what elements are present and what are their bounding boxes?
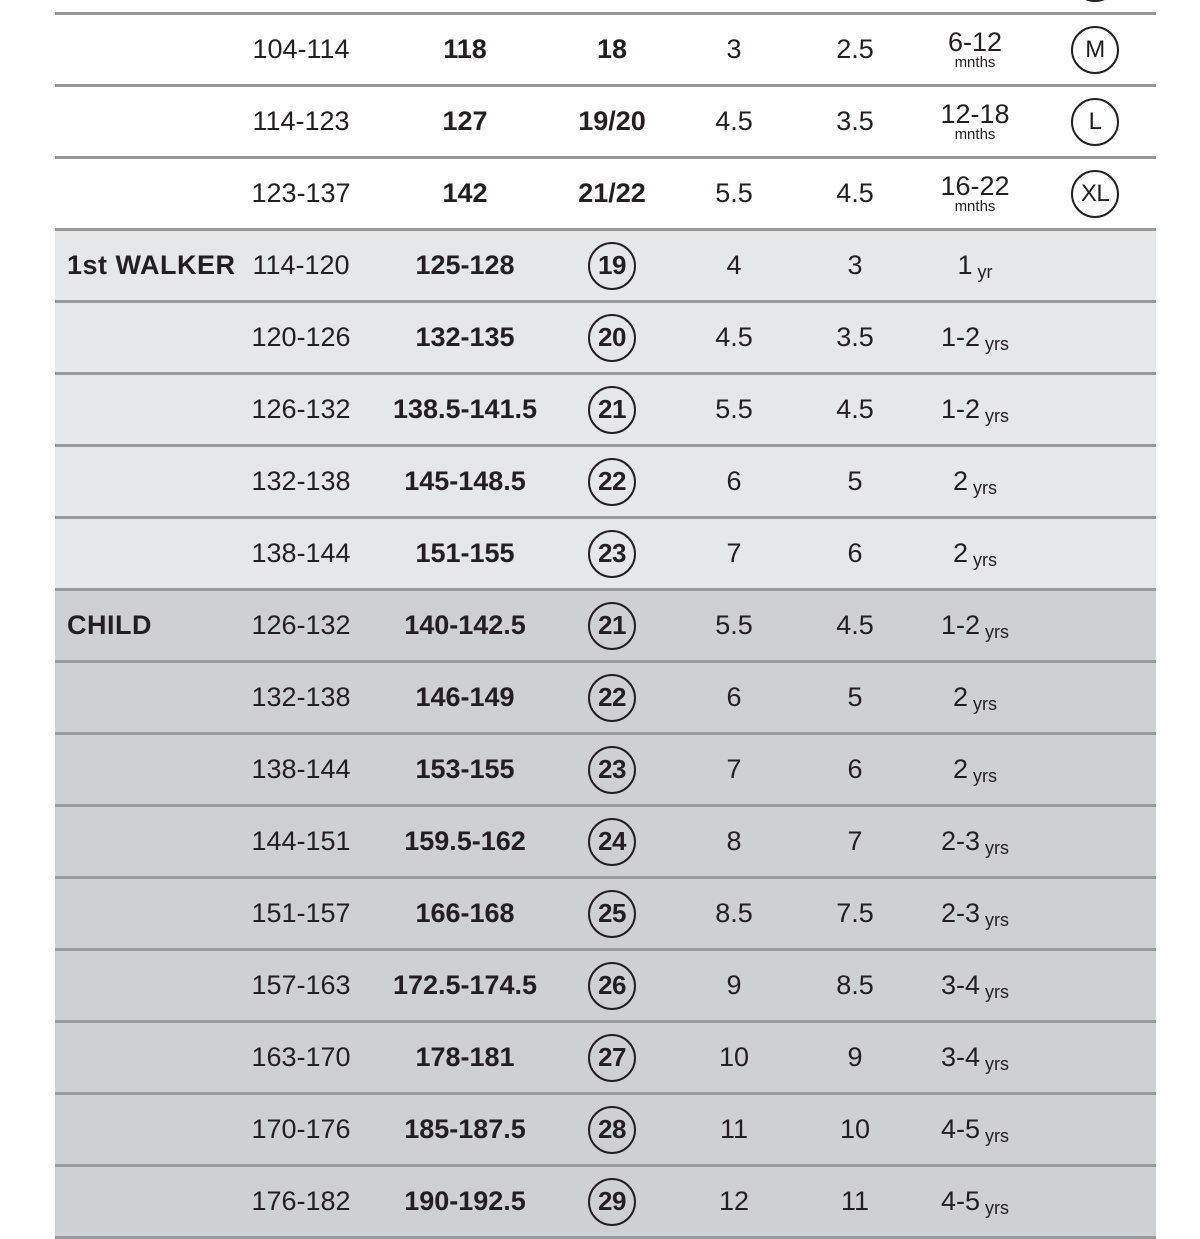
age-cell — [910, 159, 1040, 228]
foot-length-cell: 163-170 — [251, 1042, 351, 1072]
insole-length-cell: 118 — [443, 34, 487, 64]
age-inline — [941, 610, 1009, 641]
eu-size-cell: 21/22 — [578, 178, 646, 208]
age-value: 2 — [952, 466, 969, 496]
insole-length-cell: 185-187.5 — [404, 1114, 526, 1144]
garment-size-cell — [1055, 87, 1135, 156]
size-chart-table — [55, 0, 1156, 1239]
uk-size-cell: 8.5 — [715, 898, 753, 928]
age-inline — [941, 1114, 1009, 1145]
age-cell — [910, 1023, 1040, 1092]
garment-size-cell — [1055, 159, 1135, 228]
age-inline — [953, 682, 997, 713]
eu-size-circle: 20 — [588, 314, 636, 362]
age-value: 1-2 — [940, 610, 981, 640]
age-stack — [940, 101, 1009, 142]
us-size-cell: 6 — [847, 538, 863, 568]
uk-size-cell: 7 — [726, 538, 742, 568]
eu-size-cell — [557, 807, 667, 876]
eu-size-circle: 27 — [588, 1034, 636, 1082]
size-letter-circle — [1071, 0, 1119, 2]
age-inline — [941, 1186, 1009, 1217]
size-letter-circle: XL — [1071, 170, 1119, 218]
age-value: 1 — [957, 250, 973, 280]
table-row — [55, 1167, 1156, 1239]
eu-size-circle: 29 — [588, 1178, 636, 1226]
age-value: 2-3 — [940, 826, 981, 856]
eu-size-cell — [557, 663, 667, 732]
eu-size-cell — [557, 375, 667, 444]
eu-size-circle: 22 — [588, 458, 636, 506]
foot-length-cell: 170-176 — [251, 1114, 351, 1144]
age-cell — [910, 735, 1040, 804]
table-row — [55, 87, 1156, 159]
age-inline — [941, 898, 1009, 929]
age-value: 2 — [952, 754, 969, 784]
age-value: 2-3 — [940, 898, 981, 928]
age-inline — [953, 466, 997, 497]
insole-length-cell: 146-149 — [415, 682, 515, 712]
insole-length-cell: 172.5-174.5 — [392, 970, 538, 1000]
age-stack — [948, 29, 1002, 70]
age-unit: yrs — [973, 478, 998, 498]
uk-size-cell: 3 — [726, 34, 742, 64]
age-value: 2 — [952, 538, 969, 568]
eu-size-cell — [557, 951, 667, 1020]
insole-length-cell: 159.5-162 — [404, 826, 526, 856]
foot-length-cell: 138-144 — [251, 754, 351, 784]
insole-length-cell: 190-192.5 — [404, 1186, 526, 1216]
eu-size-circle: 28 — [588, 1106, 636, 1154]
age-inline — [941, 826, 1009, 857]
garment-size-cell — [1055, 0, 1135, 12]
us-size-cell: 7.5 — [836, 898, 874, 928]
insole-length-cell: 166-168 — [415, 898, 515, 928]
insole-length-cell: 151-155 — [415, 538, 515, 568]
age-unit: yrs — [973, 694, 998, 714]
age-unit: yrs — [985, 334, 1010, 354]
age-inline — [941, 394, 1009, 425]
foot-length-cell: 126-132 — [251, 610, 351, 640]
age-cell — [910, 879, 1040, 948]
eu-size-circle: 19 — [588, 242, 636, 290]
row-group-label: CHILD — [67, 610, 152, 640]
age-unit: yrs — [985, 1054, 1010, 1074]
eu-size-cell — [557, 879, 667, 948]
table-row — [55, 231, 1156, 303]
table-row — [55, 591, 1156, 663]
age-value: 3-4 — [940, 1042, 981, 1072]
age-cell — [910, 951, 1040, 1020]
insole-length-cell: 125-128 — [415, 250, 515, 280]
eu-size-circle: 21 — [588, 602, 636, 650]
foot-length-cell: 114-123 — [252, 106, 350, 136]
age-cell — [910, 807, 1040, 876]
us-size-cell: 4.5 — [836, 610, 874, 640]
eu-size-circle: 25 — [588, 890, 636, 938]
row-group-label: 1st WALKER — [67, 250, 236, 280]
table-row — [55, 159, 1156, 231]
age-unit: mnths — [954, 54, 996, 71]
eu-size-cell — [557, 1023, 667, 1092]
age-value: 1-2 — [940, 322, 981, 352]
eu-size-cell — [557, 1095, 667, 1164]
age-value: 12-18 — [940, 99, 1010, 129]
uk-size-cell: 12 — [718, 1186, 750, 1216]
table-row — [55, 519, 1156, 591]
age-unit: mnths — [954, 198, 996, 215]
age-unit: yrs — [985, 1198, 1010, 1218]
foot-length-cell: 120-126 — [251, 322, 351, 352]
eu-size-cell — [557, 447, 667, 516]
insole-length-cell: 140-142.5 — [404, 610, 526, 640]
eu-size-cell: 19/20 — [578, 106, 646, 136]
table-row — [55, 1095, 1156, 1167]
age-unit: yr — [977, 262, 993, 282]
age-inline — [957, 250, 992, 281]
uk-size-cell: 6 — [726, 682, 742, 712]
eu-size-cell — [557, 303, 667, 372]
age-inline — [953, 538, 997, 569]
age-value: 2 — [952, 682, 969, 712]
foot-length-cell: 157-163 — [251, 970, 351, 1000]
age-unit: yrs — [985, 406, 1010, 426]
insole-length-cell: 127 — [442, 106, 488, 136]
uk-size-cell: 10 — [718, 1042, 750, 1072]
us-size-cell: 6 — [847, 754, 863, 784]
age-unit: yrs — [985, 910, 1010, 930]
table-row — [55, 807, 1156, 879]
uk-size-cell: 5.5 — [715, 178, 753, 208]
us-size-cell: 4.5 — [836, 178, 874, 208]
age-unit: yrs — [985, 622, 1010, 642]
age-cell — [910, 1167, 1040, 1236]
foot-length-cell: 104-114 — [252, 34, 350, 64]
age-unit: yrs — [985, 982, 1010, 1002]
age-value: 3-4 — [940, 970, 981, 1000]
insole-length-cell: 145-148.5 — [404, 466, 526, 496]
age-inline — [941, 970, 1009, 1001]
age-cell — [910, 375, 1040, 444]
foot-length-cell: 126-132 — [251, 394, 351, 424]
uk-size-cell: 5.5 — [715, 394, 753, 424]
size-letter-circle: M — [1071, 26, 1119, 74]
us-size-cell: 5 — [847, 682, 863, 712]
age-cell — [910, 519, 1040, 588]
age-cell — [910, 663, 1040, 732]
age-unit: yrs — [973, 766, 998, 786]
age-value: 1-2 — [940, 394, 981, 424]
age-unit: yrs — [985, 838, 1010, 858]
eu-size-cell — [557, 591, 667, 660]
uk-size-cell: 7 — [726, 754, 742, 784]
age-inline — [953, 754, 997, 785]
age-inline — [941, 1042, 1009, 1073]
table-row — [55, 375, 1156, 447]
eu-size-circle: 21 — [588, 386, 636, 434]
eu-size-circle: 23 — [588, 746, 636, 794]
age-value: 4-5 — [940, 1114, 981, 1144]
eu-size-cell — [557, 735, 667, 804]
us-size-cell: 3 — [847, 250, 863, 280]
uk-size-cell: 4.5 — [715, 322, 753, 352]
table-row — [55, 447, 1156, 519]
foot-length-cell: 132-138 — [251, 466, 351, 496]
age-cell — [910, 231, 1040, 300]
eu-size-circle: 24 — [588, 818, 636, 866]
table-row — [55, 879, 1156, 951]
age-value: 16-22 — [940, 171, 1010, 201]
uk-size-cell: 9 — [726, 970, 742, 1000]
table-row — [55, 0, 1156, 15]
age-cell — [910, 1095, 1040, 1164]
us-size-cell: 5 — [847, 466, 863, 496]
eu-size-cell — [557, 1167, 667, 1236]
uk-size-cell: 5.5 — [715, 610, 753, 640]
age-cell — [910, 15, 1040, 84]
foot-length-cell: 114-120 — [252, 250, 350, 280]
age-stack — [940, 173, 1009, 214]
eu-size-circle: 26 — [588, 962, 636, 1010]
foot-length-cell: 132-138 — [251, 682, 351, 712]
eu-size-cell — [557, 519, 667, 588]
foot-length-cell: 123-137 — [251, 178, 351, 208]
insole-length-cell: 132-135 — [415, 322, 515, 352]
uk-size-cell: 4 — [726, 250, 742, 280]
foot-length-cell: 151-157 — [251, 898, 351, 928]
foot-length-cell: 144-151 — [251, 826, 351, 856]
us-size-cell: 2.5 — [836, 34, 874, 64]
garment-size-cell — [1055, 15, 1135, 84]
age-cell — [910, 447, 1040, 516]
table-row — [55, 15, 1156, 87]
us-size-cell: 3.5 — [836, 322, 874, 352]
eu-size-circle: 23 — [588, 530, 636, 578]
eu-size-cell — [557, 231, 667, 300]
age-value: 4-5 — [940, 1186, 981, 1216]
table-row — [55, 303, 1156, 375]
age-unit: mnths — [954, 126, 996, 143]
us-size-cell: 7 — [847, 826, 863, 856]
table-row — [55, 1023, 1156, 1095]
table-row — [55, 663, 1156, 735]
insole-length-cell: 178-181 — [415, 1042, 515, 1072]
age-cell — [910, 87, 1040, 156]
insole-length-cell: 153-155 — [415, 754, 515, 784]
uk-size-cell: 4.5 — [715, 106, 753, 136]
eu-size-cell: 18 — [596, 34, 628, 64]
eu-size-circle: 22 — [588, 674, 636, 722]
foot-length-cell: 138-144 — [251, 538, 351, 568]
uk-size-cell: 11 — [719, 1114, 749, 1144]
age-inline — [941, 322, 1009, 353]
us-size-cell: 3.5 — [836, 106, 874, 136]
size-letter-circle: L — [1071, 98, 1119, 146]
age-value: 6-12 — [947, 27, 1003, 57]
age-unit: yrs — [985, 1126, 1010, 1146]
insole-length-cell: 138.5-141.5 — [392, 394, 538, 424]
foot-length-cell: 176-182 — [251, 1186, 351, 1216]
table-row — [55, 951, 1156, 1023]
us-size-cell: 9 — [847, 1042, 863, 1072]
insole-length-cell: 142 — [442, 178, 488, 208]
age-unit: yrs — [973, 550, 998, 570]
age-cell — [910, 591, 1040, 660]
uk-size-cell: 6 — [726, 466, 742, 496]
us-size-cell: 8.5 — [836, 970, 874, 1000]
us-size-cell: 11 — [840, 1186, 870, 1216]
uk-size-cell: 8 — [726, 826, 742, 856]
us-size-cell: 10 — [839, 1114, 871, 1144]
us-size-cell: 4.5 — [836, 394, 874, 424]
age-cell — [910, 303, 1040, 372]
table-row — [55, 735, 1156, 807]
